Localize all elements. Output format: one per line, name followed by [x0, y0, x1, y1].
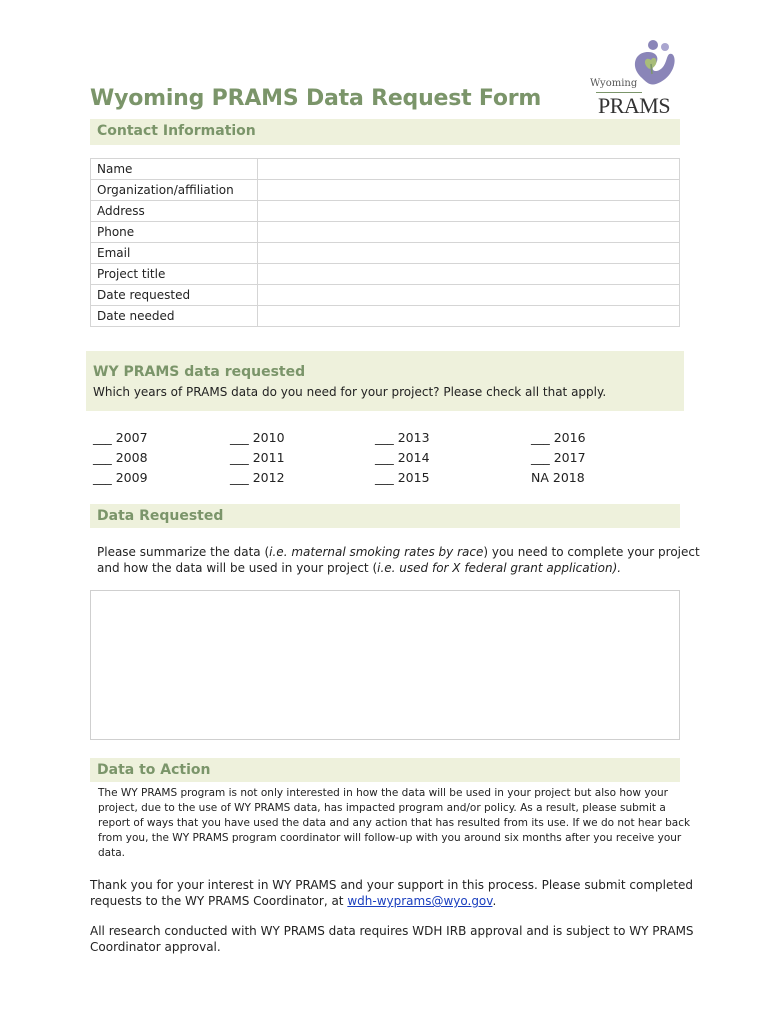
year-option-2014[interactable]: [375, 450, 430, 465]
email-field[interactable]: [258, 243, 680, 264]
table-row: [91, 243, 680, 264]
data-summary-textarea[interactable]: [90, 590, 680, 740]
field-label: Date requested: [91, 285, 258, 306]
instruction-text: ) you need to complete your project: [483, 545, 700, 559]
check-blank: ___: [375, 430, 394, 445]
instruction-example: i.e. used for X federal grant application).: [377, 561, 622, 575]
irb-paragraph: [90, 923, 694, 955]
check-blank: ___: [93, 470, 112, 485]
year-label: 2011: [252, 450, 285, 465]
contact-section-header: Contact Information: [90, 119, 680, 145]
year-option-2017[interactable]: [531, 450, 586, 465]
field-label: Date needed: [91, 306, 258, 327]
year-label: 2013: [397, 430, 430, 445]
check-blank: ___: [375, 470, 394, 485]
check-blank: ___: [93, 450, 112, 465]
field-label: Organization/affiliation: [91, 180, 258, 201]
date-requested-field[interactable]: [258, 285, 680, 306]
year-option-2016[interactable]: [531, 430, 586, 445]
punctuation: .: [492, 894, 497, 908]
years-section-panel: [86, 351, 684, 411]
organization-field[interactable]: [258, 180, 680, 201]
project-title-field[interactable]: [258, 264, 680, 285]
year-label: 2014: [397, 450, 430, 465]
year-label: 2009: [115, 470, 148, 485]
year-option-2008[interactable]: [93, 450, 148, 465]
table-row: [91, 222, 680, 243]
check-blank: ___: [93, 430, 112, 445]
instruction-text: and how the data will be used in your project (: [97, 561, 378, 575]
year-label: 2018: [552, 470, 585, 485]
field-label: Phone: [91, 222, 258, 243]
wyoming-prams-logo: [590, 38, 682, 118]
table-row: [91, 285, 680, 306]
phone-field[interactable]: [258, 222, 680, 243]
date-needed-field[interactable]: [258, 306, 680, 327]
thanks-line: Thank you for your interest in WY PRAMS and your support in this process. Please submit completed: [90, 878, 694, 892]
check-blank: ___: [230, 430, 249, 445]
year-option-2007[interactable]: [93, 430, 148, 445]
thanks-line: requests to the WY PRAMS Coordinator, at: [90, 894, 348, 908]
paragraph-line: from you, the WY PRAMS program coordinator will follow-up with you around six months after you receive your: [98, 832, 682, 844]
year-label: 2010: [252, 430, 285, 445]
field-label: Email: [91, 243, 258, 264]
year-option-2010[interactable]: [230, 430, 285, 445]
year-option-2012[interactable]: [230, 470, 285, 485]
years-section-title: WY PRAMS data requested: [93, 364, 306, 380]
instruction-text: Please summarize the data (: [97, 545, 270, 559]
year-option-2018[interactable]: [531, 470, 585, 485]
field-label: Address: [91, 201, 258, 222]
field-label: Name: [91, 159, 258, 180]
check-blank: NA: [531, 470, 549, 485]
check-blank: ___: [230, 450, 249, 465]
check-blank: ___: [531, 430, 550, 445]
data-to-action-paragraph: [98, 786, 691, 861]
irb-line: All research conducted with WY PRAMS data requires WDH IRB approval and is subject to WY PRAMS: [90, 924, 694, 938]
coordinator-email-link[interactable]: wdh-wyprams@wyo.gov: [347, 894, 493, 908]
year-label: 2016: [553, 430, 586, 445]
table-row: [91, 264, 680, 285]
irb-line: Coordinator approval.: [90, 940, 221, 954]
table-row: [91, 159, 680, 180]
check-blank: ___: [375, 450, 394, 465]
page-title: Wyoming PRAMS Data Request Form: [90, 86, 542, 111]
year-option-2009[interactable]: [93, 470, 148, 485]
years-question: Which years of PRAMS data do you need for your project? Please check all that apply.: [93, 385, 607, 399]
year-label: 2012: [252, 470, 285, 485]
table-row: [91, 201, 680, 222]
year-label: 2007: [115, 430, 148, 445]
address-field[interactable]: [258, 201, 680, 222]
logo-prams-text: PRAMS: [598, 93, 671, 118]
year-option-2013[interactable]: [375, 430, 430, 445]
year-label: 2008: [115, 450, 148, 465]
thanks-paragraph: [90, 877, 694, 909]
year-option-2015[interactable]: [375, 470, 430, 485]
check-blank: ___: [230, 470, 249, 485]
year-label: 2015: [397, 470, 430, 485]
instruction-example: i.e. maternal smoking rates by race: [269, 545, 484, 559]
data-to-action-header: Data to Action: [90, 758, 680, 782]
paragraph-line: data.: [98, 847, 125, 859]
year-label: 2017: [553, 450, 586, 465]
table-row: [91, 306, 680, 327]
data-requested-instructions: [97, 544, 700, 576]
paragraph-line: report of ways that you have used the data and any action that has resulted from its use. If we do not hear back: [98, 817, 691, 829]
check-blank: ___: [531, 450, 550, 465]
data-requested-header: Data Requested: [90, 504, 680, 528]
table-row: [91, 180, 680, 201]
name-field[interactable]: [258, 159, 680, 180]
paragraph-line: The WY PRAMS program is not only interested in how the data will be used in your project but also how your: [98, 787, 668, 799]
paragraph-line: project, due to the use of WY PRAMS data, has impacted program and/or policy. As a result, please submit a: [98, 802, 666, 814]
field-label: Project title: [91, 264, 258, 285]
year-option-2011[interactable]: [230, 450, 285, 465]
contact-table: [90, 158, 680, 327]
logo-state-text: Wyoming: [590, 78, 638, 89]
